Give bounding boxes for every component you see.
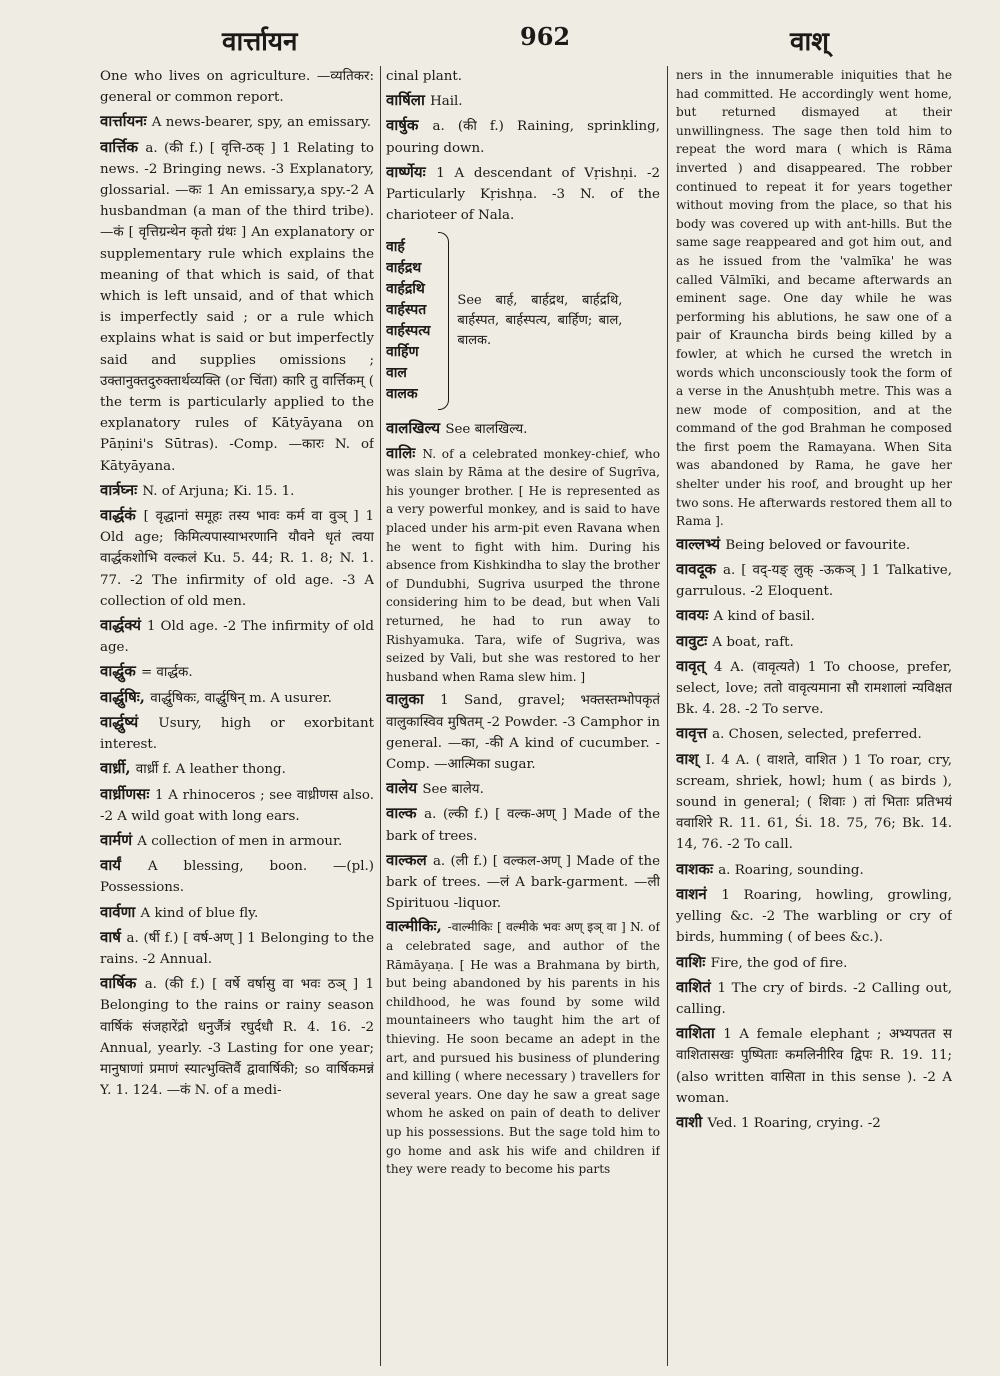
column-divider — [667, 66, 668, 1366]
headword: वार्मणं — [100, 830, 138, 849]
column-divider — [380, 66, 381, 1366]
entry-definition: a. (र्षी f.) [ वर्ष-अण् ] 1 Belonging to the rains. -2 Annual. — [100, 930, 374, 967]
headword: वार्द्धुक — [100, 662, 141, 681]
headword: वाशिता — [676, 1024, 724, 1043]
headword: वाल्कल — [386, 850, 433, 869]
entry-definition: a. Roaring, sounding. — [718, 862, 864, 878]
entry-definition: A kind of blue fly. — [140, 905, 259, 921]
dictionary-entry — [100, 712, 374, 755]
headword: वार्त्रघ्नः — [100, 480, 143, 499]
dictionary-entry — [386, 444, 660, 687]
entry-definition: Being beloved or favourite. — [725, 537, 911, 553]
dictionary-entry — [386, 115, 660, 158]
headword: वार्हद्रथ — [386, 260, 422, 277]
dictionary-entry — [100, 927, 374, 970]
entry-definition: 1 A rhinoceros ; see वाध्रीणस also. -2 A wild goat with long ears. — [100, 787, 374, 824]
dictionary-entry — [100, 687, 374, 709]
headword: वाल — [386, 365, 407, 382]
headword: वार्द्धक्यं — [100, 616, 147, 635]
dictionary-entry — [676, 656, 952, 721]
dictionary-entry — [386, 778, 660, 800]
headword: वार्हद्रथि — [386, 281, 425, 298]
brace-bracket — [438, 232, 449, 410]
dictionary-entry — [676, 534, 952, 556]
dictionary-entry — [386, 418, 660, 440]
dictionary-entry — [676, 723, 952, 745]
dictionary-entry — [100, 784, 374, 827]
dictionary-entry — [386, 90, 660, 112]
header-first-word: वार्त्तायन — [222, 27, 298, 57]
dictionary-entry — [386, 803, 660, 846]
entry-definition: Fire, the god of fire. — [710, 955, 848, 971]
cross-reference-text: See बार्ह, बार्हद्रथ, बार्हद्रथि, बार्हस्पत, बार्हस्पत्य, बार्हिण; बाल, बालक. — [457, 293, 623, 349]
headword: वावृत् — [676, 656, 714, 675]
headword: वार्षिला — [386, 91, 431, 110]
dictionary-entry — [676, 631, 952, 653]
entry-definition: 1 The cry of birds. -2 Calling out, calling. — [676, 980, 952, 1017]
headword: वावुटः — [676, 631, 713, 650]
entry-definition: Usury, high or exorbitant interest. — [100, 715, 374, 753]
entry-definition: A news-bearer, spy, an emissary. — [151, 115, 372, 131]
entry-definition: Ved. 1 Roaring, crying. -2 — [707, 1115, 881, 1131]
dictionary-entry — [100, 615, 374, 658]
headword: वावयः — [676, 606, 714, 625]
headword: वार्षुक — [386, 116, 433, 135]
dictionary-entry — [100, 111, 374, 133]
column-3 — [676, 66, 952, 1366]
headword: वार्त्तायनः — [100, 112, 152, 131]
headword: वार्हिण — [386, 344, 419, 361]
page-number: 962 — [520, 22, 571, 51]
grouped-headwords — [386, 237, 438, 405]
entry-definition: = वार्द्धक. — [140, 665, 193, 681]
headword: वार्ह — [386, 239, 405, 256]
entry-definition: a. [ वद्-यङ् लुक् -ऊकञ् ] 1 Talkative, garrulous. -2 Eloquent. — [676, 563, 952, 600]
dictionary-entry — [100, 66, 374, 108]
entry-definition: 1 A female elephant ; अभ्यपतत स वाशितासखः पुष्पिताः कमलिनीरिव द्विपः R. 19. 11; (also written वासिता in this sense ). -2 A woman. — [676, 1027, 952, 1106]
headword: वाशकः — [676, 859, 719, 878]
headword: वार्ष्णेयः — [386, 162, 437, 181]
entry-definition: a. (ल्की f.) [ वल्क-अण् ] Made of the bark of trees. — [386, 807, 660, 844]
headword: वार्हस्पत — [386, 302, 427, 319]
dictionary-entry — [100, 758, 374, 780]
headword: वावदूक — [676, 560, 724, 579]
headword: वार्षिक — [100, 974, 145, 993]
entry-definition: 4 A. (वावृत्यते) 1 To choose, prefer, select, love; ततो वावृत्यमाना सौ रामशालां न्यविक्षत Bk. 4. 28. -2 To serve. — [676, 659, 952, 718]
entry-definition: ners in the innumerable iniquities that he had committed. He accordingly went home, but returned dismayed at their unwillingness. The sage then told him to repeat the word mara ( which is Rāma inverted ) and disappeared. The robber continued to repeat it for years together without moving from the place, so that his body was covered up with ant-hills. But the same sage reappeared and got him out, and as he issued from the 'valmīka' he was called Vālmīki, and became afterwards an eminent sage. One day while he was performing his ablutions, he saw one of a pair of Krauncha birds being killed by a fowler, at which he cursed the wretch in words which unconsciously took the form of a verse in the Anushṭubh metre. This was a new mode of composition, and at the command of the god Brahman he composed the first poem the Ramayana. When Sita was abandoned by Rama, he gave her shelter under his roof, and brought up her two sons. He afterwards restored them all to Rama ]. — [676, 68, 952, 529]
header-last-word: वाश् — [790, 27, 829, 57]
dictionary-entry — [100, 902, 374, 924]
dictionary-entry — [676, 1112, 952, 1134]
headword: वार्द्धुष्यं — [100, 712, 159, 731]
dictionary-entry — [100, 480, 374, 502]
entry-definition: A kind of basil. — [713, 609, 815, 625]
dictionary-entry — [676, 952, 952, 974]
dictionary-entry — [100, 661, 374, 683]
headword: वालिः — [386, 443, 423, 462]
headword: वावृत्त — [676, 724, 713, 743]
headword: वाल्मीकिः, — [386, 917, 448, 936]
headword: वालखिल्य — [386, 419, 446, 438]
dictionary-entry — [676, 859, 952, 881]
dictionary-entry — [100, 137, 374, 477]
entry-definition: N. of Arjuna; Ki. 15. 1. — [142, 483, 295, 499]
dictionary-entry — [676, 749, 952, 856]
dictionary-entry — [100, 973, 374, 1101]
headword: वार्यं — [100, 856, 148, 875]
entry-definition: N. of a celebrated monkey-chief, who was slain by Rāma at the desire of Sugrīva, his younger brother. [ He is represented as a very powerful monkey, and is said to have placed under his arm-pit even Ravana when he went to fight with him. During his absence from Kishkindha to slay the brother of Dundubhi, Sugriva usurped the throne considering him to be dead, but when Vali returned, he had to run away to Rishyamuka. Tara, wife of Sugriva, was seized by Vali, but she was restored to her husband when Rama slew him. ] — [386, 446, 660, 684]
entry-definition: a. (ली f.) [ वल्कल-अण् ] Made of the bark of trees. —लं A bark-garment. —ली Spirituou -liquor. — [386, 853, 660, 912]
dictionary-entry — [676, 1023, 952, 1109]
headword: वार्द्धुषिः, — [100, 687, 151, 706]
entry-definition: Hail. — [430, 94, 463, 110]
headword: वाल्लभ्यं — [676, 534, 726, 553]
headword: वार्वणा — [100, 902, 141, 921]
headword: वाशी — [676, 1112, 708, 1131]
dictionary-entry — [386, 66, 660, 87]
headword: वालक — [386, 386, 418, 403]
column-1 — [100, 66, 374, 1366]
entry-definition: cinal plant. — [386, 69, 463, 84]
dictionary-entry — [386, 689, 660, 775]
entry-definition: 1 Roaring, howling, growling, yelling &c. -2 The warbling or cry of birds, humming ( of bees &c.). — [676, 887, 952, 946]
entry-definition: 1 Old age. -2 The infirmity of old age. — [100, 619, 374, 656]
headword: वाश् — [676, 749, 706, 768]
dictionary-entry — [100, 830, 374, 852]
entry-definition: A blessing, boon. —(pl.) Possessions. — [100, 859, 374, 896]
dictionary-entry — [676, 605, 952, 627]
dictionary-entry — [676, 559, 952, 602]
entry-definition: वार्द्धुषिकः, वार्द्धुषिन् m. A usurer. — [150, 690, 332, 706]
entry-definition: a. (की f.) [ वर्षे वर्षासु वा भवः ठञ् ] 1 Belonging to the rains or rainy season वार्षिकं संजहारेंद्रो धनुर्जैत्रं रघुर्दधौ R. 4. 16. -2 Annual, yearly. -3 Lasting for one year; मानुषाणां प्रमाणं स्यात्भुक्तिर्वै द्वावार्षिकी; so वार्षिकमन्नं Y. 1. 124. —कं N. of a medi- — [100, 977, 374, 1099]
headword: वार्त्तिक — [100, 137, 146, 156]
entry-definition: One who lives on agriculture. —व्यतिकर: general or common report. — [100, 69, 374, 106]
entry-definition: A collection of men in armour. — [137, 833, 343, 849]
entry-definition: [ वृद्धानां समूहः तस्य भावः कर्म वा वुञ् ] 1 Old age; किमित्यपास्याभरणानि यौवने धृतं त्वया वार्द्धकशोभि वल्कलं Ku. 5. 44; R. 1. 8; N. 1. 77. -2 The infirmity of old age. -3 A collection of old men. — [100, 509, 374, 609]
grouped-cross-reference — [386, 232, 660, 410]
headword: वाशनं — [676, 884, 722, 903]
entry-definition: See बालेय. — [422, 782, 484, 798]
headword: वार्द्धकं — [100, 506, 144, 525]
headword: वाशिः — [676, 952, 711, 971]
headword: वाल्क — [386, 804, 425, 823]
entry-definition: I. 4 A. ( वाशते, वाशित ) 1 To roar, cry, scream, shriek, howl; hum ( as birds ), sound in general; ( शिवाः ) तां भिताः प्रतिभयं ववाशिरे R. 11. 61, Śi. 18. 75, 76; Bk. 14. 14, 76. -2 To call. — [676, 752, 952, 853]
entry-definition: -वाल्मीकिः [ वल्मीके भवः अण् इञ् वा ] N. of a celebrated sage, and author of the Rāmāyaṇa. [ He was a Brahmana by birth, but being abandoned by his parents in his childhood, he was found by some wild mountaineers who taught him the art of thieving. He soon became an adept in the art, and pursued his business of plundering and killing ( where necessary ) travellers for several years. One day he saw a great sage whom he asked on pain of death to deliver up his possessions. But the sage told him to go home and ask his wife and children if they were ready to become his parts — [386, 920, 660, 1177]
column-2 — [386, 66, 660, 1366]
entry-definition: A boat, raft. — [712, 634, 794, 650]
dictionary-entry — [386, 917, 660, 1178]
entry-definition: 1 Sand, gravel; भक्तस्तम्भोपकृतं वालुकास्विव मुषितम् -2 Powder. -3 Camphor in general. —का, -की A kind of cucumber. -Comp. —आत्मिका sugar. — [386, 693, 660, 772]
headword: वार्ध्री, — [100, 759, 136, 778]
entry-definition: a. (की f.) Raining, sprinkling, pouring down. — [386, 119, 660, 156]
dictionary-entry — [386, 162, 660, 227]
entry-definition: a. Chosen, selected, preferred. — [712, 727, 922, 743]
headword: वार्ष — [100, 927, 127, 946]
dictionary-entry — [100, 855, 374, 898]
headword: वार्हस्पत्य — [386, 323, 431, 340]
entry-definition: a. (की f.) [ वृत्ति-ठक् ] 1 Relating to news. -2 Bringing news. -3 Explanatory, glossarial. —कः 1 An emissary,a spy.-2 A husbandman (a man of the third tribe). —कं [ वृत्तिग्रन्थेन कृतो ग्रंथः ] An explanatory or supplementary rule which explains the meaning of that which is said, of that which is left unsaid, and of that which is imperfectly said ; or a rule which explains what is said or but imperfectly said and supplies omissions ; उक्तानुक्तदुरुक्तार्थव्यक्ति (or चिंता) कारि तु वार्त्तिकम् ( the term is particularly applied to the explanatory rules of Kātyāyana on Pāṇini's Sūtras). -Comp. —कारः N. of Kātyāyana. — [100, 140, 374, 474]
dictionary-entry — [100, 505, 374, 612]
dictionary-entry — [676, 884, 952, 949]
entry-definition: वार्ध्री f. A leather thong. — [135, 762, 286, 778]
headword: वालेय — [386, 779, 423, 798]
page-header — [0, 22, 1000, 62]
dictionary-entry — [676, 977, 952, 1020]
entry-definition: See बालखिल्य. — [445, 422, 528, 438]
dictionary-entry — [676, 66, 952, 531]
headword: वाशितं — [676, 977, 718, 996]
headword: वालुका — [386, 690, 441, 709]
entry-definition: 1 A descendant of Vṛishṇi. -2 Particularly Kṛishṇa. -3 N. of the charioteer of Nala. — [386, 165, 660, 224]
dictionary-entry — [386, 850, 660, 915]
headword: वार्ध्रीणसः — [100, 784, 156, 803]
